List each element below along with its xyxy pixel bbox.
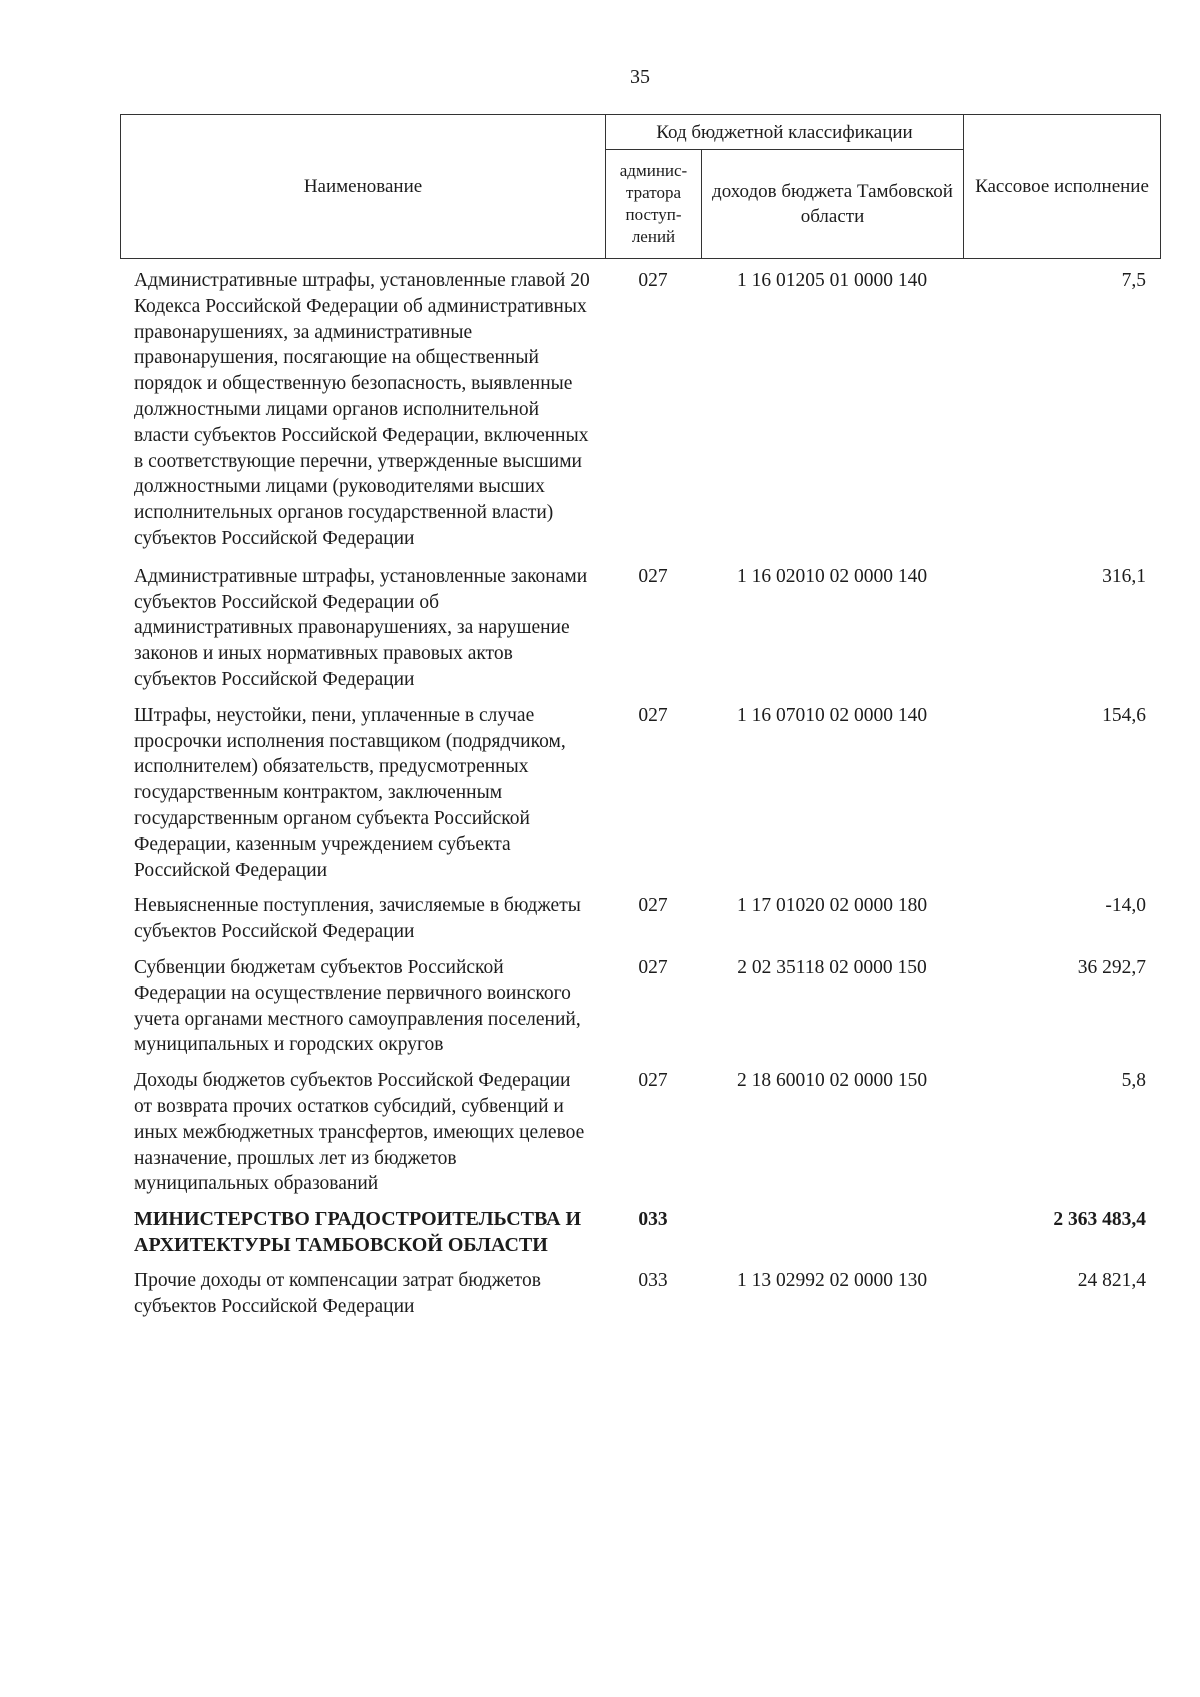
table-row — [120, 1068, 1160, 1197]
row-admin-code: 027 — [638, 1070, 668, 1092]
table-header — [120, 114, 1161, 259]
row-name: Субвенции бюджетам субъектов Российской Федерации на осуществление первичного воинского учета органами местного самоуправления поселений, муниципальных и городских округов — [134, 956, 581, 1056]
column-header-admin: админис-тратора поступ-лений — [606, 150, 702, 259]
column-group-budget-code: Код бюджетной классификации — [606, 115, 964, 150]
row-admin-code: 027 — [638, 565, 668, 587]
row-name: Доходы бюджетов субъектов Российской Федерации от возврата прочих остатков субсидий, субвенций и иных межбюджетных трансфертов, имеющих целевое назначение, прошлых лет из бюджетов муниципальных образований — [134, 1070, 585, 1195]
row-name: Штрафы, неустойки, пени, уплаченные в случае просрочки исполнения поставщиком (подрядчиком, исполнителем) обязательств, предусмотренных государственным контрактом, заключенным государственным органом субъекта Российской Федерации, казенным учреждением субъекта Российской Федерации — [134, 704, 566, 881]
column-header-name: Наименование — [121, 115, 606, 259]
page-number: 35 — [630, 66, 650, 88]
row-name: Невыясненные поступления, зачисляемые в бюджеты субъектов Российской Федерации — [134, 895, 581, 943]
row-amount: 36 292,7 — [1077, 956, 1146, 978]
row-admin-code: 027 — [638, 704, 668, 726]
row-admin-code: 033 — [638, 1209, 668, 1231]
row-income-code: 1 16 07010 02 0000 140 — [736, 704, 928, 726]
row-amount: 154,6 — [1102, 704, 1146, 726]
row-amount: 5,8 — [1121, 1070, 1146, 1092]
table-row-section-header — [120, 1207, 1160, 1258]
row-admin-code: 033 — [638, 1270, 668, 1292]
table-row — [120, 955, 1160, 1058]
row-admin-code: 027 — [638, 956, 668, 978]
section-total-amount: 2 363 483,4 — [1053, 1209, 1146, 1231]
section-title: МИНИСТЕРСТВО ГРАДОСТРОИТЕЛЬСТВА И АРХИТЕКТУРЫ ТАМБОВСКОЙ ОБЛАСТИ — [134, 1208, 582, 1256]
row-name: Прочие доходы от компенсации затрат бюджетов субъектов Российской Федерации — [134, 1270, 541, 1317]
row-name: Административные штрафы, установленные главой 20 Кодекса Российской Федерации об административных правонарушениях, за административные правонарушения, посягающие на общественный порядок и общественную безопасность, выявленные должностными лицами органов исполнительной власти субъектов Российской Федерации, включенных в соответствующие перечни, утвержденные высшими должностными лицами (руководителями высших исполнительных органов государственной власти) субъектов Российской Федерации — [134, 270, 590, 549]
column-header-cash-execution: Кассовое исполнение — [964, 115, 1161, 259]
table-row — [120, 893, 1160, 945]
row-income-code: 1 16 02010 02 0000 140 — [736, 565, 928, 587]
row-amount: 7,5 — [1121, 270, 1146, 291]
table-body — [120, 268, 1160, 1326]
row-income-code: 1 13 02992 02 0000 130 — [736, 1270, 928, 1292]
table-row — [120, 1268, 1160, 1320]
table-row — [120, 268, 1160, 552]
row-income-code: 2 18 60010 02 0000 150 — [736, 1070, 928, 1092]
table-row — [120, 703, 1160, 884]
row-amount: -14,0 — [1105, 895, 1146, 917]
row-amount: 24 821,4 — [1077, 1270, 1146, 1292]
row-income-code: 2 02 35118 02 0000 150 — [737, 956, 927, 978]
table-row — [120, 564, 1160, 693]
row-admin-code: 027 — [638, 895, 668, 917]
row-name: Административные штрафы, установленные законами субъектов Российской Федерации об административных правонарушениях, за нарушение законов и иных нормативных правовых актов субъектов Российской Федерации — [134, 565, 588, 690]
column-header-income-code: доходов бюджета Тамбовской области — [702, 150, 964, 259]
row-income-code: 1 17 01020 02 0000 180 — [736, 895, 928, 917]
row-admin-code: 027 — [638, 270, 668, 291]
row-amount: 316,1 — [1102, 565, 1146, 587]
row-income-code: 1 16 01205 01 0000 140 — [736, 270, 928, 291]
